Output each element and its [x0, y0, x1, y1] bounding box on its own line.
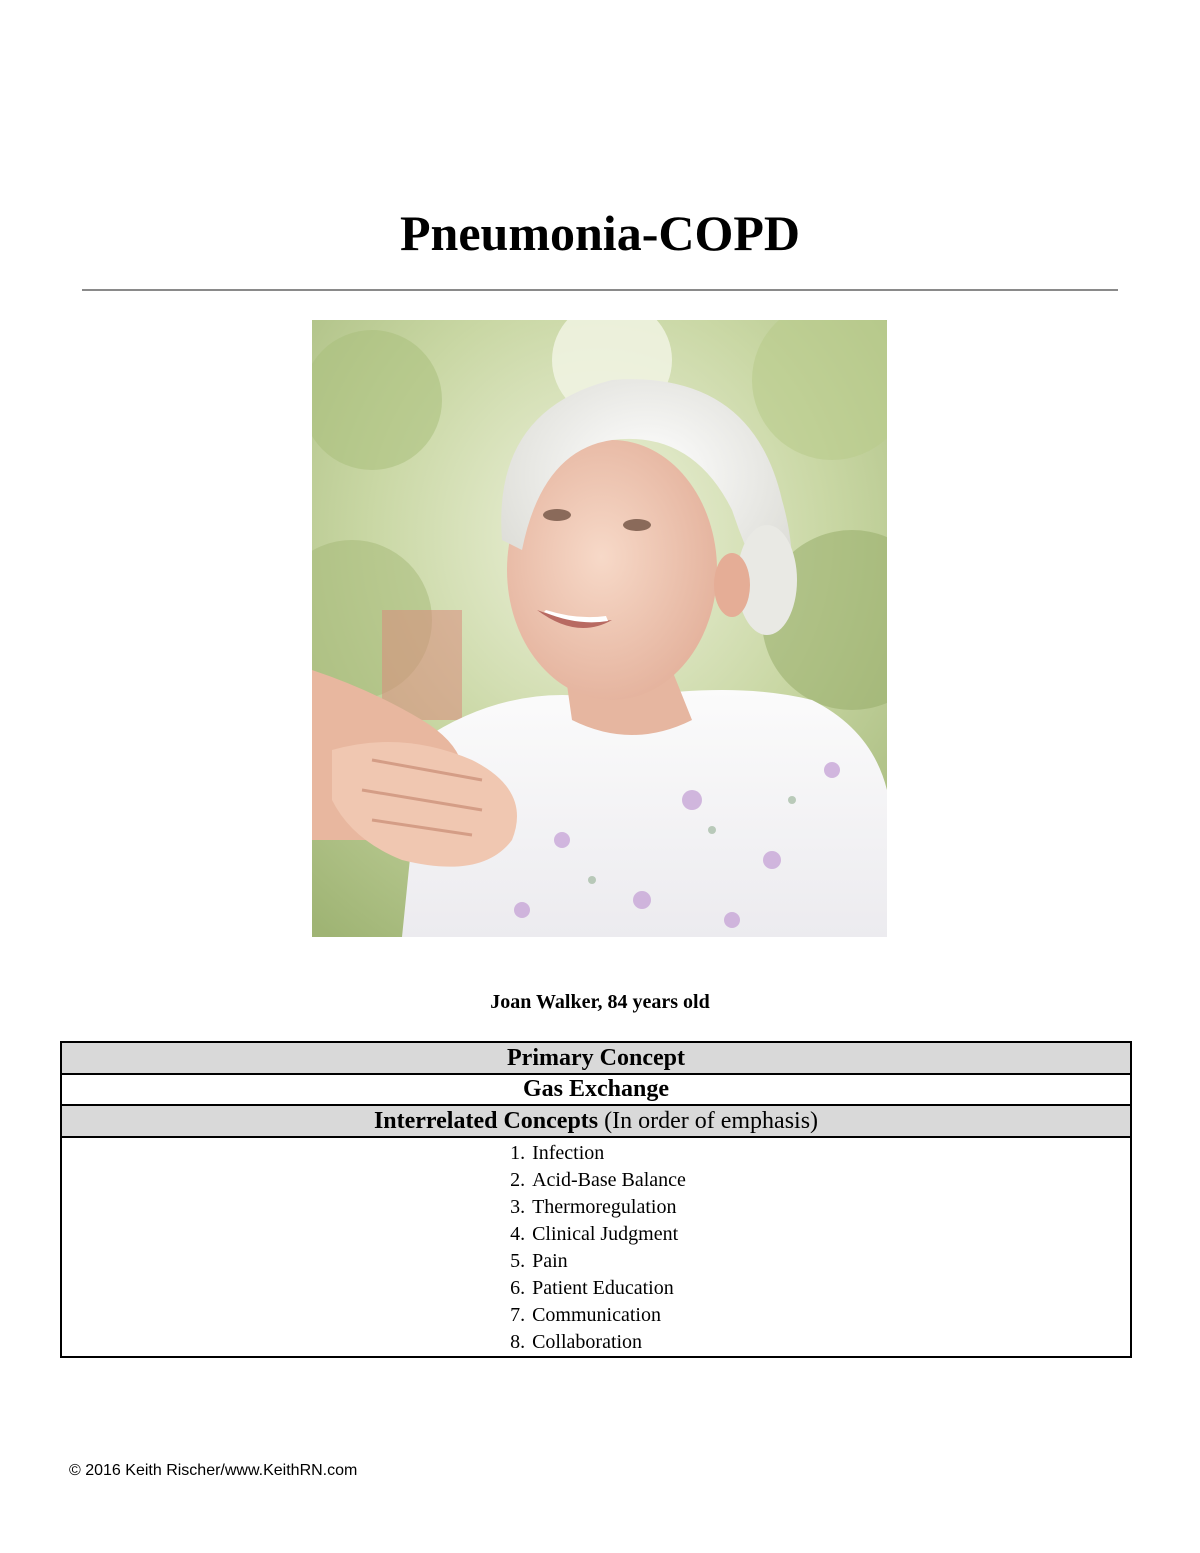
copyright-footer: © 2016 Keith Rischer/www.KeithRN.com — [69, 1462, 358, 1479]
concept-table — [60, 1041, 1132, 1358]
concept-number: 5. — [510, 1250, 526, 1272]
concept-item — [510, 1194, 686, 1221]
patient-caption: Joan Walker, 84 years old — [490, 991, 710, 1013]
concept-label: Infection — [532, 1142, 605, 1164]
concept-label: Clinical Judgment — [532, 1223, 679, 1245]
interrelated-concepts-note: (In order of emphasis) — [604, 1108, 819, 1134]
primary-concept-header-row — [61, 1042, 1131, 1074]
interrelated-concepts-row — [61, 1137, 1131, 1357]
interrelated-concepts-header — [61, 1105, 1131, 1137]
concept-label: Patient Education — [532, 1277, 674, 1299]
interrelated-concepts-title: Interrelated Concepts — [373, 1108, 599, 1134]
concept-item — [510, 1140, 686, 1167]
concept-number: 8. — [510, 1331, 526, 1353]
interrelated-concepts-cell — [61, 1137, 1131, 1357]
concept-label: Collaboration — [532, 1331, 643, 1353]
primary-concept-value: Gas Exchange — [61, 1074, 1131, 1105]
primary-concept-header: Primary Concept — [61, 1042, 1131, 1074]
interrelated-concepts-list — [510, 1140, 686, 1356]
concept-item — [510, 1221, 686, 1248]
concept-label: Acid-Base Balance — [532, 1169, 686, 1191]
concept-item — [510, 1248, 686, 1275]
page-title: Pneumonia-COPD — [400, 205, 800, 261]
concept-number: 6. — [510, 1277, 526, 1299]
concept-item — [510, 1275, 686, 1302]
title-divider — [82, 289, 1118, 291]
concept-number: 2. — [510, 1169, 526, 1191]
concept-item — [510, 1302, 686, 1329]
concept-label: Thermoregulation — [532, 1196, 677, 1218]
concept-number: 1. — [510, 1142, 526, 1164]
concept-label: Communication — [532, 1304, 661, 1326]
concept-item — [510, 1329, 686, 1356]
patient-photo — [312, 320, 887, 937]
primary-concept-value-row — [61, 1074, 1131, 1105]
concept-label: Pain — [532, 1250, 568, 1272]
concept-number: 3. — [510, 1196, 526, 1218]
concept-number: 4. — [510, 1223, 526, 1245]
concept-number: 7. — [510, 1304, 526, 1326]
interrelated-concepts-header-row — [61, 1105, 1131, 1137]
concept-item — [510, 1167, 686, 1194]
